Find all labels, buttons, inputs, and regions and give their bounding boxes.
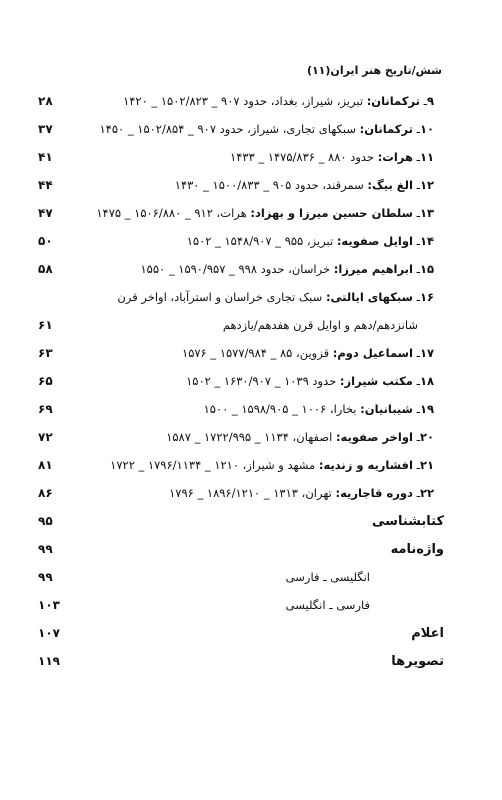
running-header: شش/تاریخ هنر ایران(۱۱) [306,64,442,77]
toc-entry-14 [0,232,502,254]
page-number: ۲۸ [38,94,53,108]
page-number: ۱۰۷ [38,626,60,640]
page-number: ۴۱ [38,150,53,164]
section-label: اعلام [411,626,444,641]
entry-text: ۱۸ـ مکتب شیراز: حدود ۱۰۳۹ _ ۱۶۳۰/۹۰۷ _ ۱۵۰۲ [186,374,434,388]
section-label: تصویرها [391,654,444,669]
page-number: ۵۸ [38,262,53,276]
page-number: ۴۷ [38,206,53,220]
entry-text: ۹ـ ترکمانان: تبریز، شیراز، بغداد، حدود ۹۰۷ _ ۱۵۰۲/۸۲۳ _ ۱۴۲۰ [123,94,434,108]
entry-text: ۱۱ـ هرات: حدود ۸۸۰ _ ۱۴۷۵/۸۳۶ _ ۱۴۳۳ [230,150,434,164]
toc-entry-16 [0,288,502,310]
entry-text: ۱۴ـ اوایل صفویه: تبریز، ۹۵۵ _ ۱۵۴۸/۹۰۷ _ ۱۵۰۲ [186,234,434,248]
toc-entry-22 [0,484,502,506]
toc-entry-17 [0,344,502,366]
entry-text: ۲۲ـ دوره قاجاریه: تهران، ۱۳۱۳ _ ۱۸۹۶/۱۲۱۰ _ ۱۷۹۶ [169,486,434,500]
section-label: کتابشناسی [372,514,444,529]
entry-continuation: شانزدهم/دهم و اوایل قرن هفدهم/یازدهم [222,318,418,332]
page-number: ۶۹ [38,402,53,416]
page-number: ۷۲ [38,430,53,444]
page-number: ۸۶ [38,486,53,500]
toc-entry-21 [0,456,502,478]
page-number: ۹۹ [38,570,53,584]
entry-text: ۲۰ـ اواخر صفویه: اصفهان، ۱۱۳۴ _ ۱۷۲۲/۹۹۵ _ ۱۵۸۷ [166,430,434,444]
page-number: ۹۹ [38,542,53,556]
toc-entry-19 [0,400,502,422]
page-number: ۶۵ [38,374,53,388]
toc-glossary [0,540,502,562]
toc-entry-9 [0,92,502,114]
entry-text: ۱۳ـ سلطان حسین میرزا و بهزاد: هرات، ۹۱۲ _ ۱۵۰۶/۸۸۰ _ ۱۴۷۵ [96,206,434,220]
entry-text: ۱۰ـ ترکمانان: سبکهای تجاری، شیراز، حدود ۹۰۷ _ ۱۵۰۲/۸۵۴ _ ۱۴۵۰ [99,122,434,136]
entry-text: ۱۹ـ شیبانیان: بخارا، ۱۰۰۶ _ ۱۵۹۸/۹۰۵ _ ۱۵۰۰ [203,402,434,416]
toc-entry-20 [0,428,502,450]
page-number: ۱۰۳ [38,598,60,612]
page-number: ۵۰ [38,234,53,248]
page-number: ۱۱۹ [38,654,60,668]
toc-entry-13 [0,204,502,226]
toc-glossary-en-fa [0,568,502,590]
toc-illustrations [0,652,502,674]
page-number: ۹۵ [38,514,53,528]
toc-entry-11 [0,148,502,170]
toc-glossary-fa-en [0,596,502,618]
toc-index [0,624,502,646]
section-label: واژه‌نامه [390,542,444,557]
page-number: ۶۱ [38,318,53,332]
toc-entry-16-continuation [0,316,502,338]
entry-text: ۲۱ـ افشاریه و زندیه: مشهد و شیراز، ۱۲۱۰ _ ۱۷۹۶/۱۱۳۴ _ ۱۷۲۲ [110,458,434,472]
toc-entry-18 [0,372,502,394]
subsection-label: فارسی ـ انگلیسی [285,598,370,612]
toc-entry-10 [0,120,502,142]
page-number: ۴۴ [38,178,53,192]
toc-entry-12 [0,176,502,198]
entry-text: ۱۵ـ ابراهیم میرزا: خراسان، حدود ۹۹۸ _ ۱۵۹۰/۹۵۷ _ ۱۵۵۰ [140,262,434,276]
subsection-label: انگلیسی ـ فارسی [285,570,370,584]
toc-bibliography [0,512,502,534]
page-number: ۸۱ [38,458,53,472]
toc-entry-15 [0,260,502,282]
entry-text: ۱۲ـ الغ بیگ: سمرقند، حدود ۹۰۵ _ ۱۵۰۰/۸۳۳ _ ۱۴۳۰ [174,178,434,192]
entry-text: ۱۷ـ اسماعیل دوم: قزوین، ۸۵ _ ۱۵۷۷/۹۸۴ _ ۱۵۷۶ [182,346,434,360]
page-number: ۳۷ [38,122,53,136]
entry-text: ۱۶ـ سبکهای ایالتی: سبک تجاری خراسان و استرآباد، اواخر قرن [117,290,434,304]
page-number: ۶۳ [38,346,53,360]
